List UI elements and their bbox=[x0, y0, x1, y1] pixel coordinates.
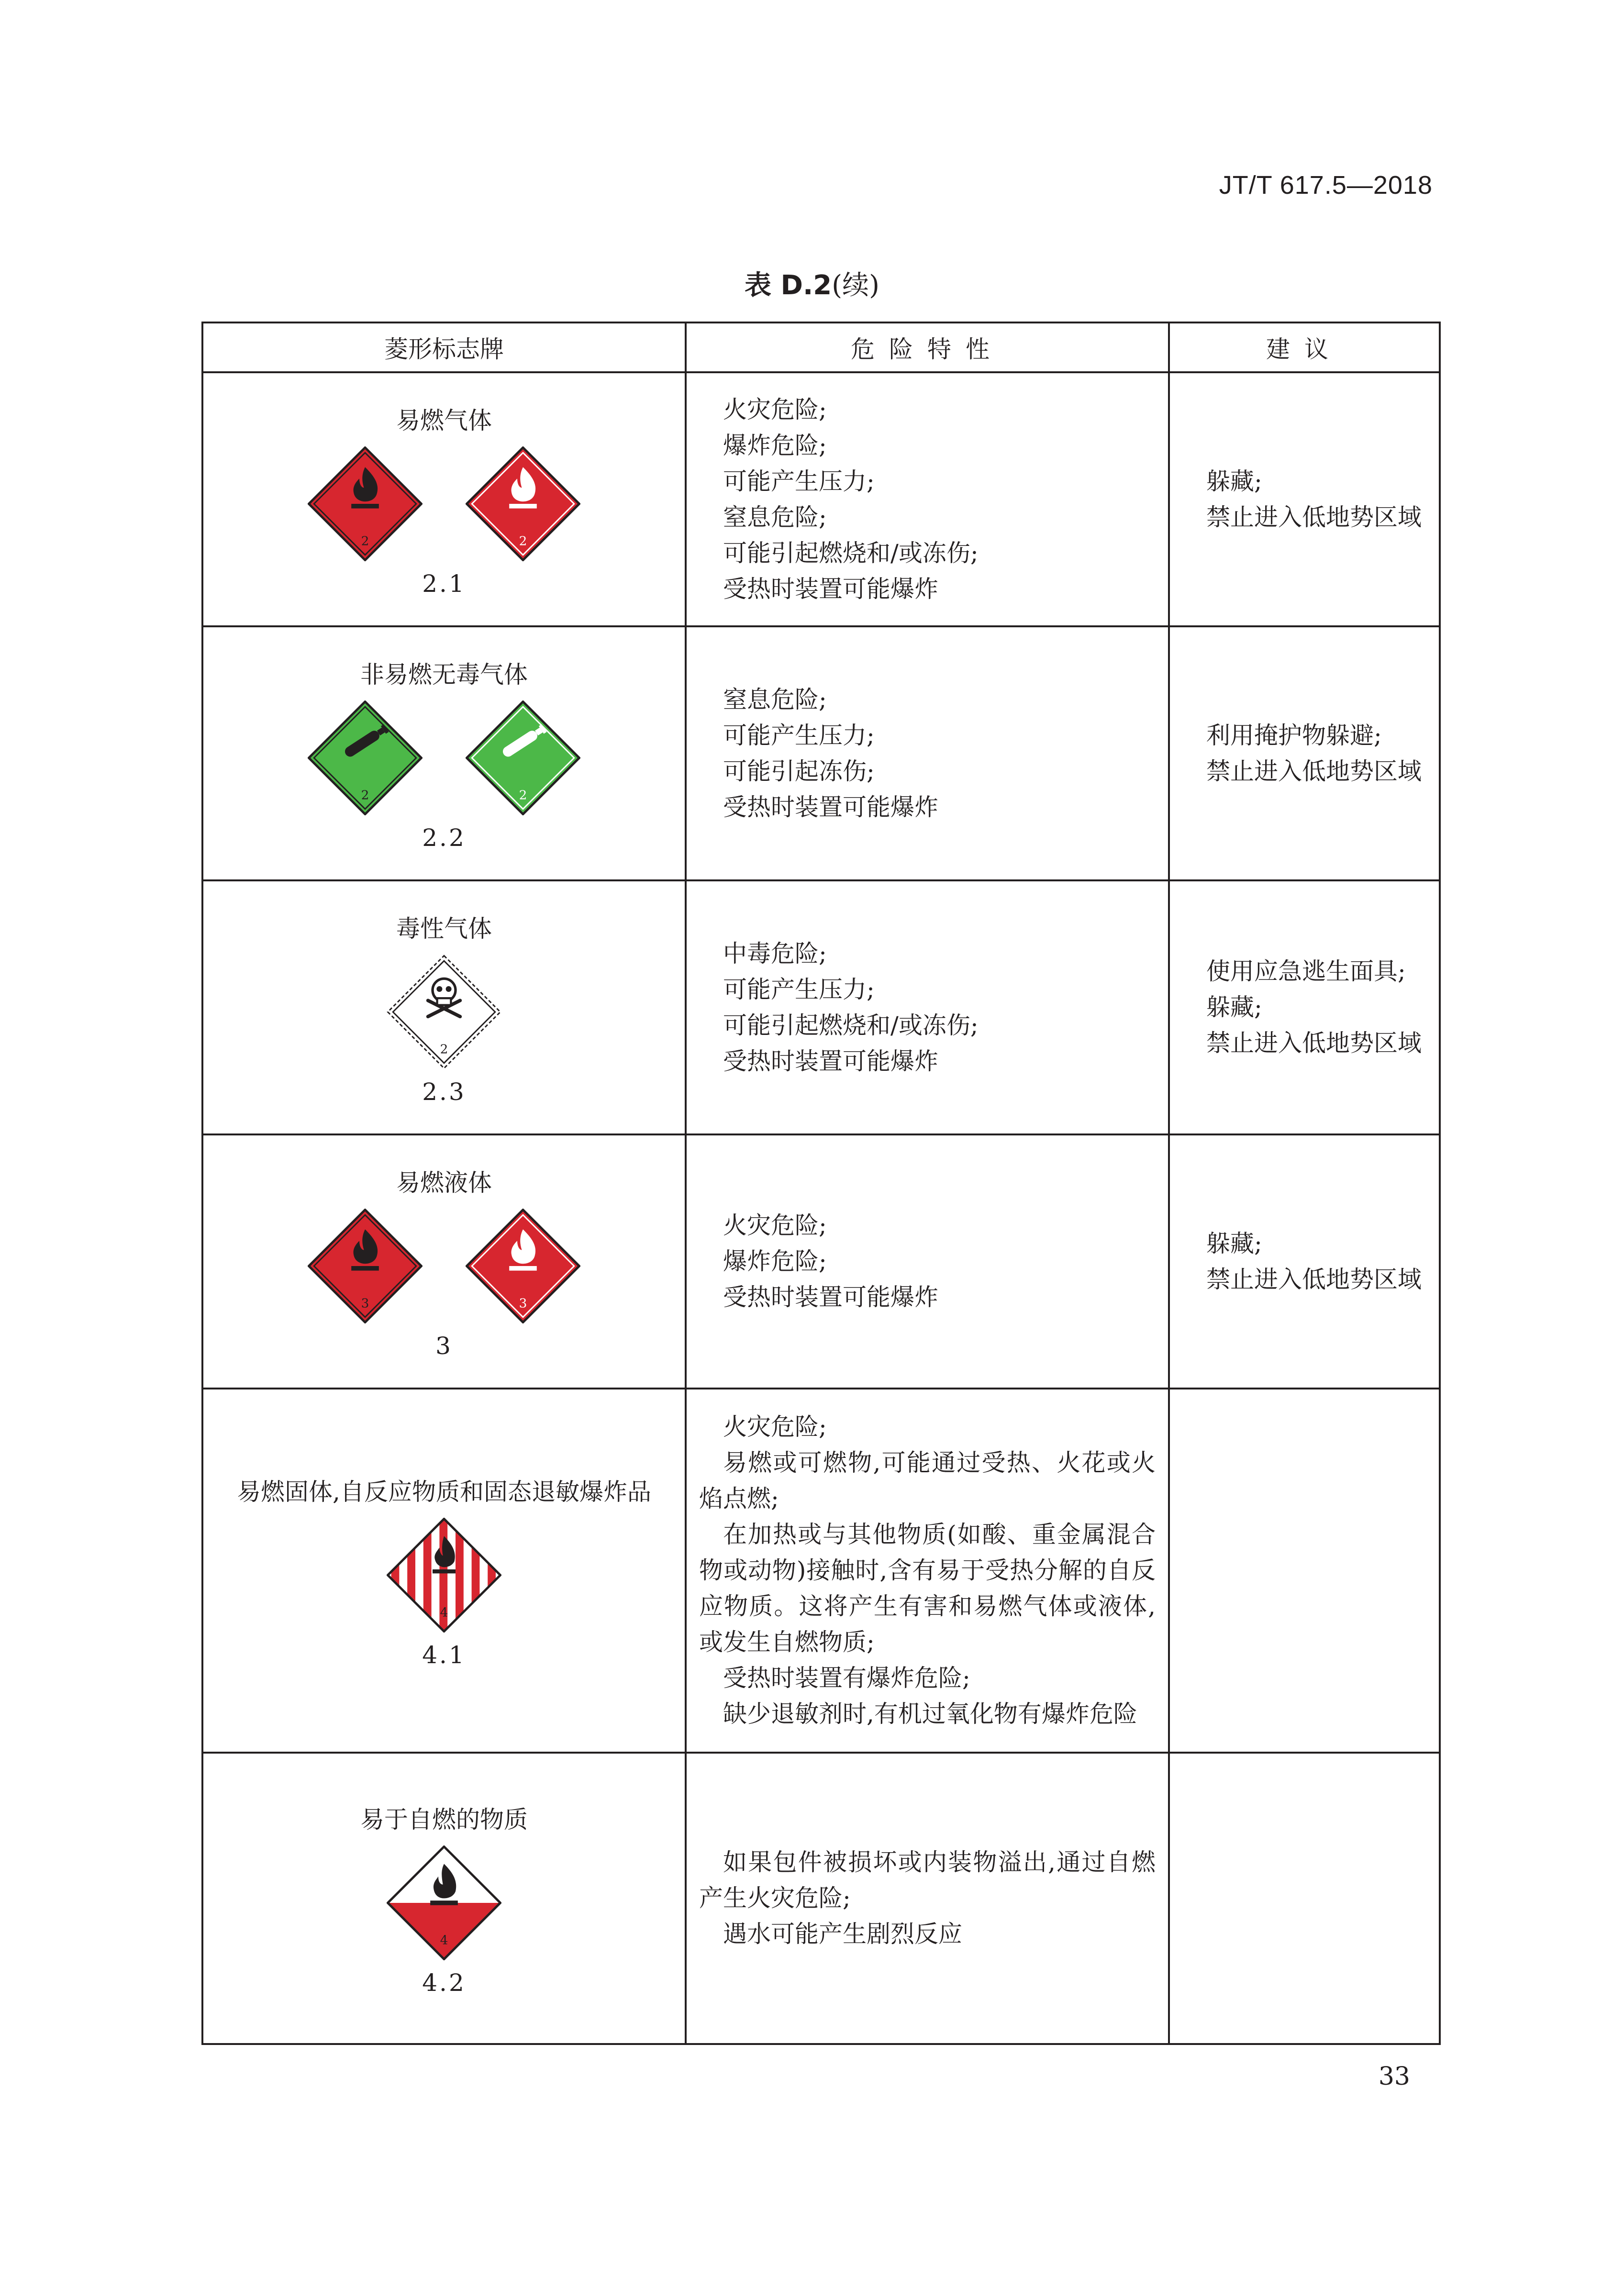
hazard-item: 受热时装置有爆炸危险; bbox=[723, 1664, 970, 1692]
sign-code: 2.3 bbox=[422, 1078, 466, 1106]
hazard-item: 可能引起燃烧和/或冻伤; bbox=[723, 1011, 979, 1039]
advice-cell bbox=[1169, 1389, 1440, 1753]
hazard-item: 中毒危险; bbox=[723, 939, 827, 967]
advice-item: 禁止进入低地势区域 bbox=[1206, 1265, 1422, 1293]
sign-icons bbox=[203, 700, 685, 815]
hazard-item: 爆炸危险; bbox=[723, 431, 827, 459]
label-number: 3 bbox=[519, 1295, 527, 1311]
sign-cell bbox=[202, 1753, 686, 2044]
gas-cylinder-diamond-green-white-icon bbox=[466, 700, 580, 815]
sign-code: 3 bbox=[435, 1332, 453, 1360]
hazard-item: 火灾危险; bbox=[723, 1211, 827, 1239]
sign-title: 易燃固体,自反应物质和固态退敏爆炸品 bbox=[237, 1478, 651, 1506]
hazard-item: 可能引起燃烧和/或冻伤; bbox=[723, 539, 979, 567]
hazard-item: 可能产生压力; bbox=[723, 975, 875, 1003]
sign-cell bbox=[202, 1134, 686, 1389]
hazard-cell bbox=[686, 1753, 1169, 2044]
standard-code: JT/T 617.5—2018 bbox=[1219, 171, 1433, 200]
sign-title: 非易燃无毒气体 bbox=[360, 660, 528, 689]
advice-item: 禁止进入低地势区域 bbox=[1206, 1029, 1422, 1057]
advice-item: 躲藏; bbox=[1206, 1229, 1262, 1257]
hazard-item: 可能产生压力; bbox=[723, 467, 875, 495]
advice-cell bbox=[1169, 880, 1440, 1134]
sign-title: 易于自燃的物质 bbox=[360, 1805, 528, 1834]
hazard-cell bbox=[686, 626, 1169, 880]
advice-item: 禁止进入低地势区域 bbox=[1206, 503, 1422, 531]
advice-cell bbox=[1169, 626, 1440, 880]
advice-cell bbox=[1169, 1753, 1440, 2044]
table-row bbox=[202, 1134, 1440, 1389]
label-number: 2 bbox=[361, 787, 369, 802]
label-number: 2 bbox=[361, 533, 369, 548]
sign-title: 毒性气体 bbox=[396, 914, 492, 943]
hazard-item: 易燃或可燃物,可能通过受热、火花或火焰点燃; bbox=[699, 1449, 1156, 1512]
hazard-item: 可能产生压力; bbox=[723, 721, 875, 749]
table-row bbox=[202, 1389, 1440, 1753]
column-header-hazard: 危险特性 bbox=[686, 322, 1169, 372]
hazard-cell bbox=[686, 1134, 1169, 1389]
hazard-item: 火灾危险; bbox=[723, 395, 827, 423]
column-header-sign: 菱形标志牌 bbox=[202, 322, 686, 372]
hazard-cell bbox=[686, 1389, 1169, 1753]
advice-item: 禁止进入低地势区域 bbox=[1206, 757, 1422, 785]
sign-code: 2.1 bbox=[422, 569, 466, 598]
advice-item: 使用应急逃生面具; bbox=[1206, 957, 1406, 985]
hazard-item: 爆炸危险; bbox=[723, 1247, 827, 1275]
skull-crossbones-diamond-icon bbox=[387, 955, 501, 1069]
sign-cell bbox=[202, 626, 686, 880]
table-title-suffix: (续) bbox=[832, 270, 879, 301]
flame-diamond-red-black-icon bbox=[308, 1209, 423, 1323]
sign-code: 4.1 bbox=[422, 1641, 466, 1669]
sign-icons bbox=[203, 955, 685, 1069]
gas-cylinder-diamond-green-black-icon bbox=[308, 700, 423, 815]
hazard-item: 在加热或与其他物质(如酸、重金属混合物或动物)接触时,含有易于受热分解的自反应物质。这将产生有害和易燃气体或液体,或发生自燃物质; bbox=[699, 1521, 1156, 1656]
sign-cell bbox=[202, 880, 686, 1134]
advice-cell bbox=[1169, 372, 1440, 626]
hazard-item: 受热时装置可能爆炸 bbox=[723, 575, 938, 603]
hazard-item: 受热时装置可能爆炸 bbox=[723, 1047, 938, 1075]
table-row bbox=[202, 1753, 1440, 2044]
flammable-solid-striped-diamond-icon bbox=[387, 1518, 501, 1633]
advice-cell bbox=[1169, 1134, 1440, 1389]
label-number: 3 bbox=[361, 1295, 369, 1311]
hazard-item: 火灾危险; bbox=[723, 1413, 827, 1441]
table-header-row bbox=[202, 322, 1440, 372]
label-number: 2 bbox=[519, 787, 527, 802]
hazard-item: 缺少退敏剂时,有机过氧化物有爆炸危险 bbox=[723, 1700, 1137, 1728]
sign-title: 易燃气体 bbox=[396, 406, 492, 434]
hazard-cell bbox=[686, 880, 1169, 1134]
table-title-prefix: 表 bbox=[745, 270, 781, 301]
hazard-item: 如果包件被损坏或内装物溢出,通过自燃产生火灾危险; bbox=[699, 1848, 1156, 1912]
sign-icons bbox=[203, 1518, 685, 1633]
hazard-item: 窒息危险; bbox=[723, 685, 827, 713]
hazard-item: 受热时装置可能爆炸 bbox=[723, 793, 938, 821]
sign-title: 易燃液体 bbox=[396, 1168, 492, 1197]
table-row bbox=[202, 372, 1440, 626]
table-row bbox=[202, 880, 1440, 1134]
dangerous-goods-table bbox=[201, 322, 1441, 2045]
advice-item: 利用掩护物躲避; bbox=[1206, 721, 1382, 749]
flame-diamond-red-white-icon bbox=[466, 446, 580, 561]
label-number: 2 bbox=[519, 533, 527, 548]
advice-item: 躲藏; bbox=[1206, 467, 1262, 495]
sign-cell bbox=[202, 372, 686, 626]
advice-item: 躲藏; bbox=[1206, 993, 1262, 1021]
hazard-item: 遇水可能产生剧烈反应 bbox=[723, 1920, 962, 1948]
spontaneous-combustion-diamond-icon bbox=[387, 1845, 501, 1960]
hazard-item: 可能引起冻伤; bbox=[723, 757, 875, 785]
flame-diamond-red-black-icon bbox=[308, 446, 423, 561]
label-number: 4 bbox=[440, 1932, 448, 1947]
table-title bbox=[0, 264, 1624, 302]
label-number: 4 bbox=[440, 1604, 448, 1620]
label-number: 2 bbox=[440, 1041, 448, 1056]
sign-icons bbox=[203, 1209, 685, 1323]
table-title-code: D.2 bbox=[780, 270, 832, 301]
sign-icons bbox=[203, 446, 685, 561]
sign-icons bbox=[203, 1845, 685, 1960]
hazard-item: 窒息危险; bbox=[723, 503, 827, 531]
hazard-cell bbox=[686, 372, 1169, 626]
flame-diamond-red-white-icon bbox=[466, 1209, 580, 1323]
sign-cell bbox=[202, 1389, 686, 1753]
table-row bbox=[202, 626, 1440, 880]
hazard-item: 受热时装置可能爆炸 bbox=[723, 1283, 938, 1311]
page-number: 33 bbox=[1378, 2062, 1410, 2091]
column-header-advice: 建议 bbox=[1169, 322, 1440, 372]
sign-code: 4.2 bbox=[422, 1968, 466, 1997]
sign-code: 2.2 bbox=[422, 823, 466, 852]
